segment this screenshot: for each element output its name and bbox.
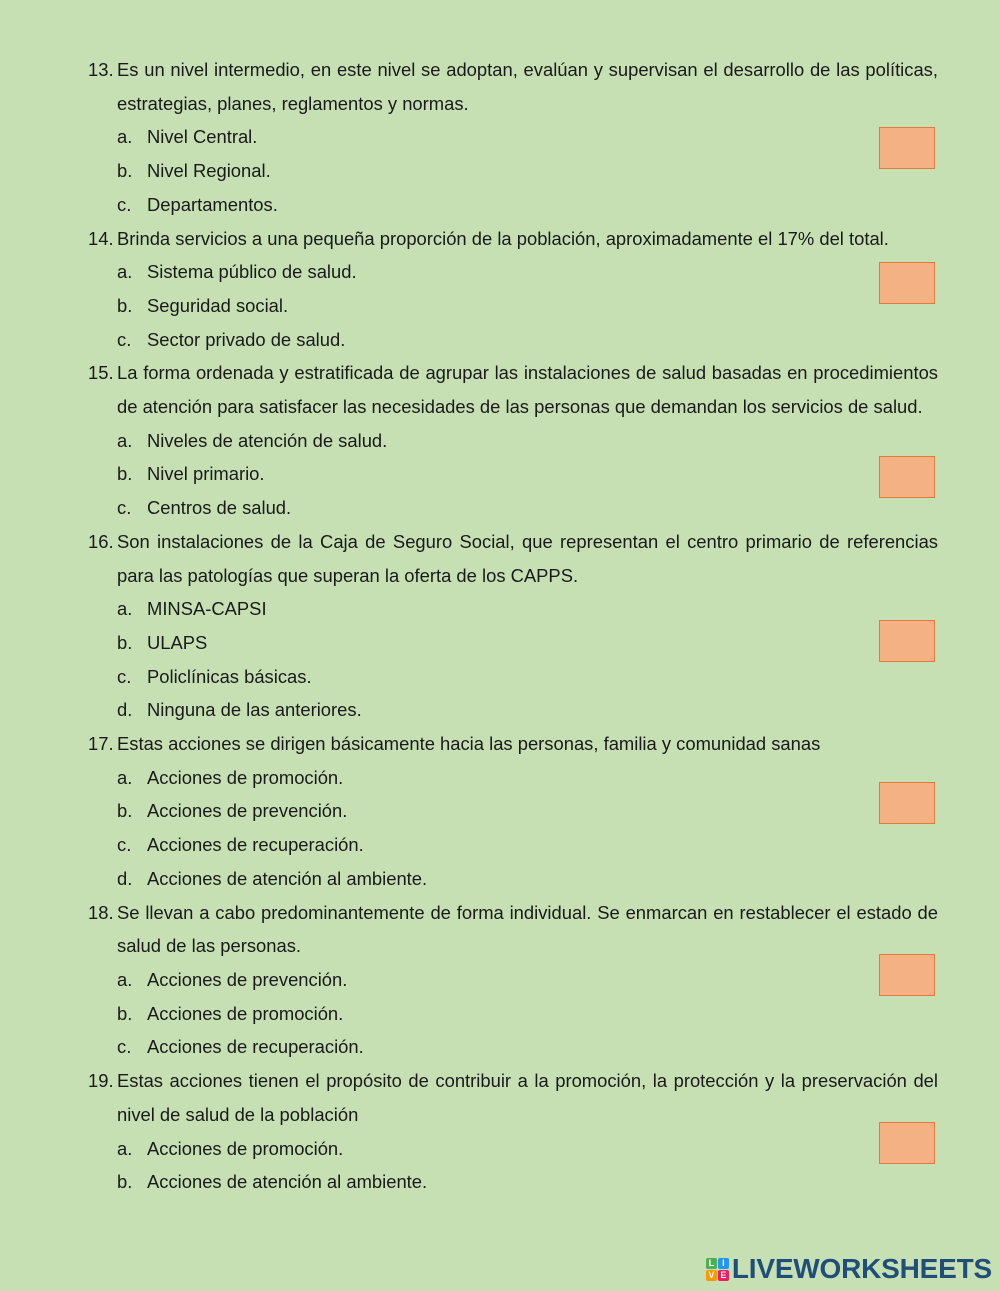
question-number: 16. <box>88 530 114 552</box>
option-text: ULAPS <box>147 631 208 653</box>
option-text: Nivel primario. <box>147 463 265 485</box>
option-text: Seguridad social. <box>147 294 289 316</box>
option-letter: b. <box>117 631 133 653</box>
answer-box-17[interactable] <box>879 782 935 824</box>
question-text: La forma ordenada y estratificada de agrupar las instalaciones de salud basadas en procedimientos de atención para satisfacer las necesidades de las personas que demandan los servicios de salud. <box>117 362 938 418</box>
option-text: Acciones de atención al ambiente. <box>147 867 428 889</box>
option-a <box>88 761 938 795</box>
question-13 <box>88 53 938 222</box>
option-letter: a. <box>117 1137 133 1159</box>
worksheet <box>88 53 938 1199</box>
option-b <box>88 626 938 660</box>
option-text: Acciones de promoción. <box>147 1002 344 1024</box>
option-a <box>88 424 938 458</box>
option-letter: c. <box>117 328 132 350</box>
question-text: Brinda servicios a una pequeña proporción de la población, aproximadamente el 17% del total. <box>117 227 889 249</box>
option-letter: a. <box>117 429 133 451</box>
option-text: MINSA-CAPSI <box>147 598 267 620</box>
option-letter: b. <box>117 1171 133 1193</box>
option-a <box>88 1132 938 1166</box>
option-text: Acciones de atención al ambiente. <box>147 1171 428 1193</box>
answer-box-16[interactable] <box>879 620 935 662</box>
answer-box-18[interactable] <box>879 954 935 996</box>
option-letter: c. <box>117 497 132 519</box>
question-number: 18. <box>88 901 114 923</box>
option-letter: a. <box>117 766 133 788</box>
question-text: Estas acciones tienen el propósito de contribuir a la promoción, la protección y la preservación del nivel de salud de la población <box>117 1070 938 1125</box>
option-c <box>88 660 938 694</box>
option-text: Nivel Regional. <box>147 160 271 182</box>
option-text: Sector privado de salud. <box>147 328 346 350</box>
question-15 <box>88 356 938 525</box>
answer-box-15[interactable] <box>879 456 935 498</box>
option-b <box>88 997 938 1031</box>
question-16 <box>88 525 938 727</box>
option-a <box>88 592 938 626</box>
option-a <box>88 120 938 154</box>
option-c <box>88 188 938 222</box>
option-c <box>88 323 938 357</box>
question-text: Son instalaciones de la Caja de Seguro Social, que representan el centro primario de referencias para las patologías que superan la oferta de los CAPPS. <box>117 530 938 586</box>
option-letter: b. <box>117 1002 133 1024</box>
option-letter: b. <box>117 800 133 822</box>
logo-letter-e: E <box>718 1270 729 1281</box>
answer-box-14[interactable] <box>879 262 935 304</box>
question-14 <box>88 222 938 357</box>
option-letter: a. <box>117 126 133 148</box>
question-17 <box>88 727 938 896</box>
answer-box-19[interactable] <box>879 1122 935 1164</box>
option-a <box>88 963 938 997</box>
option-text: Acciones de promoción. <box>147 1137 344 1159</box>
logo-letter-v: V <box>706 1270 717 1281</box>
option-text: Policlínicas básicas. <box>147 665 312 687</box>
option-text: Centros de salud. <box>147 497 292 519</box>
option-text: Acciones de prevención. <box>147 800 348 822</box>
option-d <box>88 862 938 896</box>
option-letter: a. <box>117 261 133 283</box>
option-text: Acciones de recuperación. <box>147 834 364 856</box>
option-text: Niveles de atención de salud. <box>147 429 388 451</box>
answer-box-13[interactable] <box>879 127 935 169</box>
question-text: Estas acciones se dirigen básicamente hacia las personas, familia y comunidad sanas <box>117 733 821 755</box>
option-letter: d. <box>117 867 133 889</box>
option-b <box>88 1165 938 1199</box>
option-c <box>88 1030 938 1064</box>
liveworksheets-wordmark: LIVEWORKSHEETS <box>731 1253 992 1284</box>
question-18 <box>88 896 938 1065</box>
option-b <box>88 794 938 828</box>
logo-letter-i: I <box>718 1258 729 1269</box>
option-c <box>88 828 938 862</box>
option-letter: b. <box>117 160 133 182</box>
option-b <box>88 457 938 491</box>
option-a <box>88 255 938 289</box>
option-text: Ninguna de las anteriores. <box>147 699 362 721</box>
option-letter: a. <box>117 598 133 620</box>
option-letter: c. <box>117 193 132 215</box>
option-text: Acciones de promoción. <box>147 766 344 788</box>
option-text: Departamentos. <box>147 193 278 215</box>
liveworksheets-logo-icon <box>706 1258 729 1281</box>
option-letter: b. <box>117 463 133 485</box>
option-text: Acciones de recuperación. <box>147 1036 364 1058</box>
question-19 <box>88 1064 938 1199</box>
question-number: 19. <box>88 1070 114 1092</box>
option-letter: c. <box>117 665 132 687</box>
question-number: 17. <box>88 733 114 755</box>
logo-letter-l: L <box>706 1258 717 1269</box>
liveworksheets-brand <box>706 1253 992 1285</box>
question-text: Es un nivel intermedio, en este nivel se adoptan, evalúan y supervisan el desarrollo de las políticas, estrategias, planes, reglamentos y normas. <box>117 59 938 114</box>
question-text: Se llevan a cabo predominantemente de forma individual. Se enmarcan en restablecer el estado de salud de las personas. <box>117 901 938 957</box>
question-number: 13. <box>88 59 114 80</box>
option-letter: b. <box>117 294 133 316</box>
question-number: 14. <box>88 227 114 249</box>
option-b <box>88 289 938 323</box>
option-text: Nivel Central. <box>147 126 258 148</box>
option-letter: c. <box>117 1036 132 1058</box>
option-d <box>88 693 938 727</box>
question-number: 15. <box>88 362 114 384</box>
option-c <box>88 491 938 525</box>
option-letter: a. <box>117 968 133 990</box>
option-text: Sistema público de salud. <box>147 261 357 283</box>
option-letter: c. <box>117 834 132 856</box>
option-text: Acciones de prevención. <box>147 968 348 990</box>
option-b <box>88 154 938 188</box>
option-letter: d. <box>117 699 133 721</box>
